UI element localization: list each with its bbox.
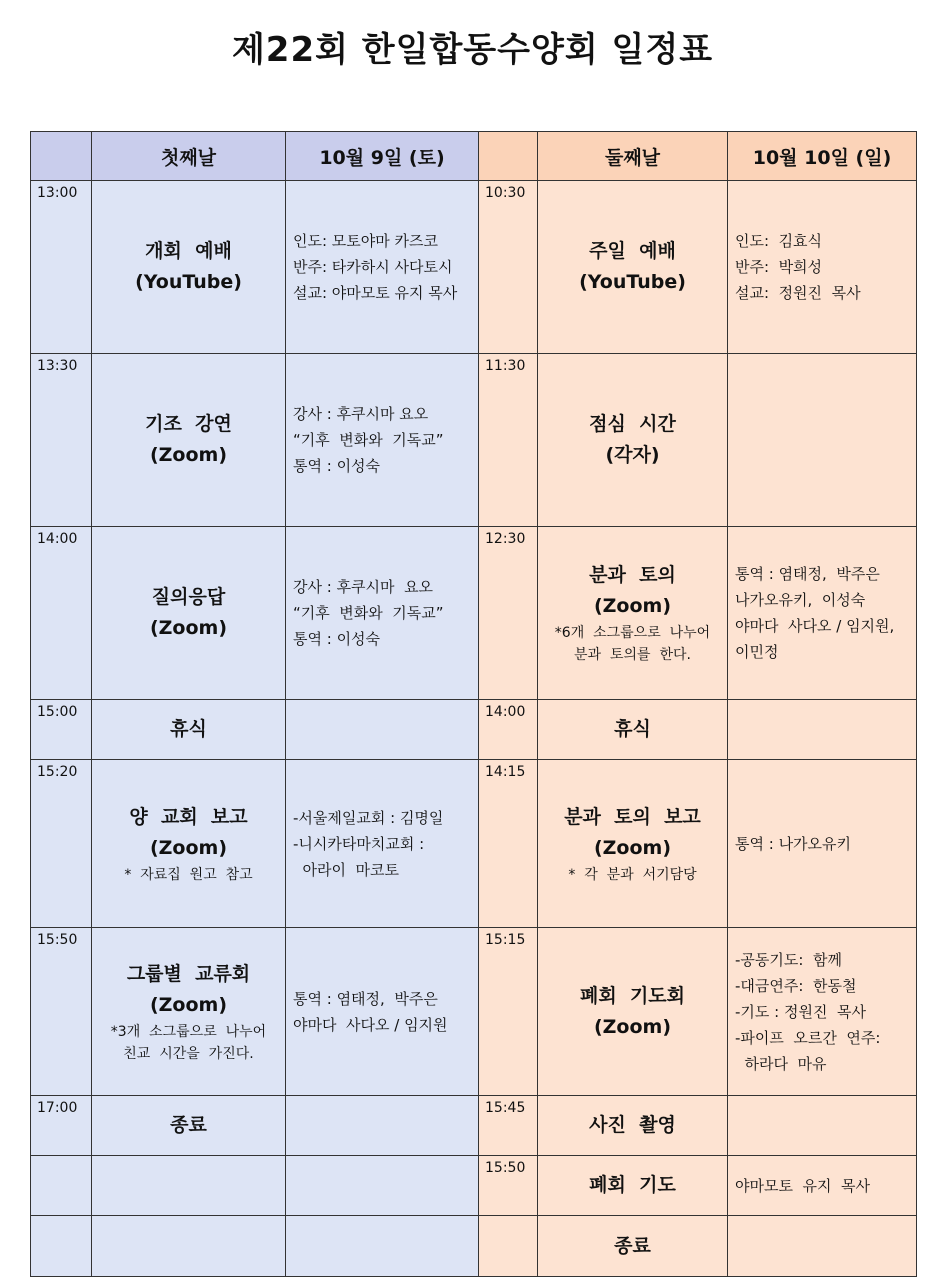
- detail-line: 하라다 마유: [735, 1054, 827, 1073]
- day1-detail-cell: [286, 760, 479, 928]
- detail-line: 통역 : 이성숙: [293, 457, 381, 475]
- event-note: 분과 토의를 한다.: [574, 647, 691, 663]
- day2-time-cell: [479, 527, 538, 700]
- time-label: 11:30: [485, 358, 526, 374]
- day1-detail-cell: [286, 928, 479, 1096]
- event-name: (Zoom): [149, 617, 228, 639]
- day1-event-cell: [92, 700, 286, 760]
- day2-event-cell: [538, 928, 728, 1096]
- day1-detail-cell: [286, 1156, 479, 1216]
- day2-event-cell: [538, 1216, 728, 1277]
- time-label: 15:45: [485, 1100, 526, 1116]
- header-row: [31, 132, 917, 181]
- schedule-row: [31, 1216, 917, 1277]
- day2-time-cell: [479, 760, 538, 928]
- day2-event-cell: [538, 354, 728, 527]
- day2-detail-cell: [728, 181, 917, 354]
- day1-detail-cell: [286, 700, 479, 760]
- event-name: 분과 토의: [589, 564, 676, 586]
- event-name: 분과 토의 보고: [564, 805, 701, 828]
- day2-detail-cell: [728, 527, 917, 700]
- event-name: (Zoom): [593, 595, 672, 617]
- detail-line: -서울제일교회 : 김명일: [293, 808, 444, 827]
- event-note: *3개 소그룹으로 나누어: [110, 1023, 267, 1040]
- detail-line: 설교: 정원진 목사: [735, 284, 861, 302]
- event-name: 기조 강연: [145, 413, 232, 435]
- detail-line: 강사 : 후쿠시마 요오: [293, 405, 429, 423]
- day2-detail-cell: [728, 1216, 917, 1277]
- day2-detail-cell: [728, 760, 917, 928]
- detail-line: 나가오유키, 이성숙: [735, 591, 866, 609]
- day2-detail-cell: [728, 1096, 917, 1156]
- detail-line: -니시카타마치교회 :: [293, 834, 425, 853]
- day1-event-cell: [92, 181, 286, 354]
- schedule-row: [31, 354, 917, 527]
- day2-label: 둘째날: [538, 132, 728, 181]
- day2-date: 10월 10일 (일): [728, 132, 917, 181]
- event-name: (Zoom): [149, 836, 228, 859]
- event-name: 종료: [170, 1114, 207, 1136]
- event-name: (YouTube): [579, 271, 686, 293]
- day2-event-cell: [538, 760, 728, 928]
- event-name: 사진 촬영: [589, 1114, 676, 1136]
- event-name: 질의응답: [151, 586, 226, 608]
- day1-time-cell: [31, 700, 92, 760]
- time-label: 14:00: [37, 531, 78, 547]
- day1-detail-cell: [286, 181, 479, 354]
- day1-time-cell: [31, 1156, 92, 1216]
- detail-line: 반주: 박희성: [735, 258, 823, 276]
- detail-line: -기도 : 정원진 목사: [735, 1002, 866, 1021]
- detail-line: 인도: 김효식: [735, 232, 823, 250]
- day1-time-cell: [31, 181, 92, 354]
- event-name: (Zoom): [593, 836, 672, 859]
- detail-line: 야마다 사다오 / 임지원,: [735, 617, 895, 635]
- detail-line: 야마다 사다오 / 임지원: [293, 1015, 448, 1034]
- time-label: 15:00: [37, 704, 78, 720]
- event-name: 폐회 기도회: [580, 984, 685, 1007]
- schedule-table: [30, 131, 917, 1277]
- event-name: 개회 예배: [145, 240, 232, 262]
- time-label: 10:30: [485, 185, 526, 201]
- detail-line: -대금연주: 한동철: [735, 976, 857, 995]
- day1-event-cell: [92, 1156, 286, 1216]
- detail-line: 반주: 타카하시 사다토시: [293, 258, 453, 276]
- schedule-row: [31, 1096, 917, 1156]
- day1-event-cell: [92, 354, 286, 527]
- detail-line: -공동기도: 함께: [735, 950, 842, 969]
- day1-label: 첫째날: [92, 132, 286, 181]
- day2-time-cell: [479, 1216, 538, 1277]
- day2-detail-cell: [728, 354, 917, 527]
- event-note: 친교 시간을 가진다.: [123, 1045, 254, 1062]
- event-name: 점심 시간: [589, 413, 676, 435]
- detail-line: 인도: 모토야마 카즈코: [293, 232, 439, 250]
- time-label: 15:50: [485, 1160, 526, 1176]
- day1-time-cell: [31, 354, 92, 527]
- day2-time-cell: [479, 1156, 538, 1216]
- event-name: (Zoom): [149, 993, 228, 1016]
- day1-detail-cell: [286, 1096, 479, 1156]
- detail-line: 통역 : 염태정, 박주은: [293, 989, 438, 1008]
- event-name: (Zoom): [593, 1015, 672, 1038]
- page-title: 제22회 한일합동수양회 일정표: [231, 30, 714, 70]
- schedule-row: [31, 760, 917, 928]
- day1-event-cell: [92, 928, 286, 1096]
- day2-event-cell: [538, 181, 728, 354]
- detail-line: 통역 : 이성숙: [293, 630, 381, 648]
- time-label: 12:30: [485, 531, 526, 547]
- time-label: 15:50: [37, 932, 78, 948]
- day2-time-cell: [479, 700, 538, 760]
- day1-detail-cell: [286, 527, 479, 700]
- event-name: 주일 예배: [589, 240, 676, 262]
- time-label: 14:00: [485, 704, 526, 720]
- day1-time-cell: [31, 760, 92, 928]
- day2-detail-cell: [728, 1156, 917, 1216]
- day2-time-cell: [479, 354, 538, 527]
- day1-detail-cell: [286, 1216, 479, 1277]
- schedule-row: [31, 527, 917, 700]
- day2-event-cell: [538, 1156, 728, 1216]
- day1-time-cell: [31, 1216, 92, 1277]
- day1-time-cell: [31, 1096, 92, 1156]
- detail-line: 아라이 마코토: [293, 860, 400, 879]
- event-note: *6개 소그룹으로 나누어: [554, 625, 711, 641]
- day2-time-cell: [479, 181, 538, 354]
- day2-event-cell: [538, 527, 728, 700]
- day1-time-cell: [31, 928, 92, 1096]
- detail-line: 설교: 야마모토 유지 목사: [293, 284, 458, 302]
- detail-line: 통역 : 나가오유키: [735, 834, 852, 853]
- day1-event-cell: [92, 527, 286, 700]
- day1-date: 10월 9일 (토): [286, 132, 479, 181]
- event-name: 휴식: [614, 718, 651, 740]
- day2-detail-cell: [728, 700, 917, 760]
- day2-time-cell: [479, 928, 538, 1096]
- event-note: * 자료집 원고 참고: [124, 866, 253, 883]
- event-name: 폐회 기도: [589, 1174, 676, 1196]
- detail-line: -파이프 오르간 연주:: [735, 1028, 881, 1047]
- event-name: 종료: [614, 1234, 651, 1257]
- schedule-row: [31, 1156, 917, 1216]
- time-label: 15:15: [485, 932, 526, 948]
- day2-event-cell: [538, 1096, 728, 1156]
- event-note: * 각 분과 서기담당: [568, 866, 697, 883]
- event-name: 양 교회 보고: [129, 805, 248, 828]
- time-label: 14:15: [485, 764, 526, 780]
- detail-line: 통역 : 염태정, 박주은: [735, 565, 880, 583]
- day1-event-cell: [92, 1216, 286, 1277]
- event-name: 휴식: [170, 718, 207, 740]
- event-name: (Zoom): [149, 444, 228, 466]
- schedule-row: [31, 181, 917, 354]
- day2-detail-cell: [728, 928, 917, 1096]
- detail-line: 이민정: [735, 643, 779, 661]
- detail-line: 야마모토 유지 목사: [735, 1176, 870, 1195]
- event-name: 그룹별 교류회: [126, 962, 251, 985]
- schedule-row: [31, 700, 917, 760]
- time-label: 13:00: [37, 185, 78, 201]
- time-label: 15:20: [37, 764, 78, 780]
- event-name: (YouTube): [135, 271, 242, 293]
- day1-event-cell: [92, 760, 286, 928]
- day2-time-cell: [479, 1096, 538, 1156]
- event-name: (각자): [605, 444, 660, 466]
- detail-line: “기후 변화와 기독교”: [293, 431, 444, 449]
- day1-detail-cell: [286, 354, 479, 527]
- detail-line: “기후 변화와 기독교”: [293, 604, 444, 622]
- time-label: 13:30: [37, 358, 78, 374]
- time-label: 17:00: [37, 1100, 78, 1116]
- day2-time-header: [479, 132, 538, 181]
- day1-time-header: [31, 132, 92, 181]
- day1-event-cell: [92, 1096, 286, 1156]
- day1-time-cell: [31, 527, 92, 700]
- schedule-row: [31, 928, 917, 1096]
- detail-line: 강사 : 후쿠시마 요오: [293, 578, 434, 596]
- day2-event-cell: [538, 700, 728, 760]
